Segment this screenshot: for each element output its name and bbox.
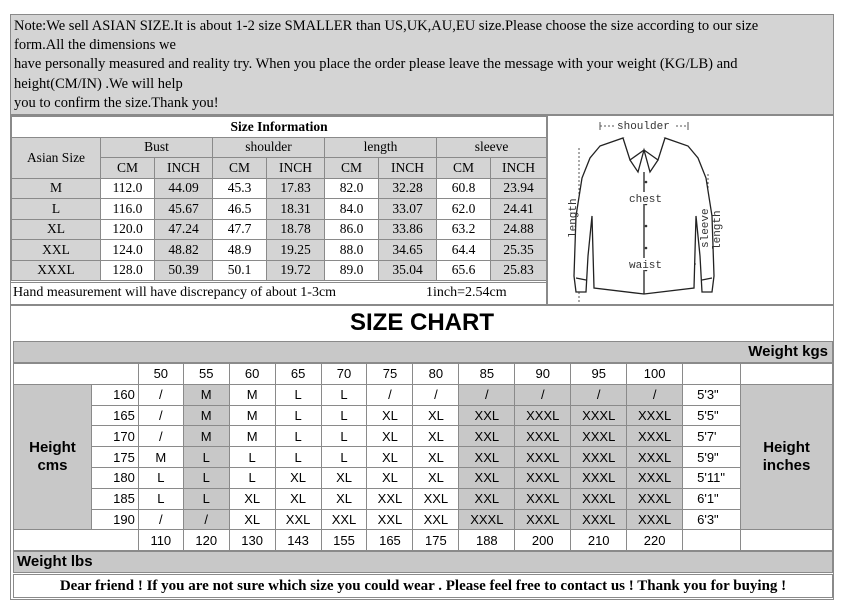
waist-label: waist [629,260,663,272]
size-cell: L [321,447,367,468]
measurement-cell: 23.94 [491,178,547,199]
lbs-cell: 188 [459,530,515,551]
size-cell: XL [367,426,413,447]
height-inch-cell: 5'9" [683,447,741,468]
kg-header: 60 [229,364,275,385]
measurement-cell: 47.24 [155,219,213,240]
note-line: Note:We sell ASIAN SIZE.It is about 1-2 size SMALLER than US,UK,AU,EU size.Please choose the size according to our size [14,18,759,34]
measurement-cell: 88.0 [325,240,379,261]
asian-size-header: Asian Size [12,137,101,178]
table-row [14,426,833,447]
measurement-cell: 50.39 [155,260,213,281]
measurement-cell: 63.2 [437,219,491,240]
size-cell: L [183,467,229,488]
size-cell: XXL [275,509,321,530]
size-cell: XXXL [515,467,571,488]
unit-header: INCH [267,158,325,179]
size-label: XXL [12,240,101,261]
height-inch-cell: 6'3" [683,509,741,530]
measurement-cell: 34.65 [379,240,437,261]
measurement-cell: 112.0 [101,178,155,199]
kg-header: 70 [321,364,367,385]
measurement-cell: 33.07 [379,199,437,220]
size-cell: XL [367,467,413,488]
size-cell: XXXL [627,467,683,488]
measurement-cell: 35.04 [379,260,437,281]
corner-cell [14,364,139,385]
size-cell: XXXL [571,405,627,426]
measurement-cell: 18.78 [267,219,325,240]
size-cell: XXXL [515,405,571,426]
size-cell: XXXL [571,447,627,468]
size-cell: XL [229,509,275,530]
group-header: Bust [101,137,213,158]
size-cell: L [229,467,275,488]
kg-header: 65 [275,364,321,385]
size-cell: L [321,384,367,405]
size-cell: XXL [459,447,515,468]
size-cell: XXXL [571,509,627,530]
size-cell: XXXL [515,426,571,447]
size-cell: XL [321,488,367,509]
kg-header: 85 [459,364,515,385]
size-cell: / [138,384,183,405]
size-information-table [11,116,547,281]
size-label: XL [12,219,101,240]
size-cell: L [275,405,321,426]
size-cell: XXL [459,467,515,488]
length-label: length [568,198,580,238]
height-cm-cell: 185 [91,488,138,509]
table-row [14,488,833,509]
kg-header: 75 [367,364,413,385]
contact-footer: Dear friend ! If you are not sure which size you could wear . Please feel free to contact us ! Thank you for buying ! [13,574,833,598]
size-cell: / [183,509,229,530]
measurement-cell: 48.82 [155,240,213,261]
size-cell: XL [229,488,275,509]
size-cell: / [138,426,183,447]
size-cell: XXL [459,426,515,447]
lbs-cell: 210 [571,530,627,551]
unit-header: CM [437,158,491,179]
size-cell: XXXL [571,467,627,488]
note-line: have personally measured and reality try. When you place the order please leave the message with your weight (KG/LB) and [14,56,738,73]
shirt-illustration [548,116,833,304]
unit-header: CM [101,158,155,179]
sleeve-label: sleeve [700,208,712,248]
size-cell: XL [275,488,321,509]
size-info-footnote [11,282,546,304]
size-cell: L [275,384,321,405]
size-cell: / [571,384,627,405]
size-cell: L [321,426,367,447]
size-cell: XXXL [515,447,571,468]
chest-label: chest [629,194,663,206]
size-cell: M [183,405,229,426]
table-row [12,219,547,240]
size-chart-table [13,363,833,551]
note-line: you to confirm the size.Thank you! [14,94,219,111]
table-row [12,178,547,199]
shirt-measurement-diagram [547,115,834,305]
measurement-cell: 124.0 [101,240,155,261]
lbs-cell: 165 [367,530,413,551]
lbs-cell: 120 [183,530,229,551]
unit-header: CM [213,158,267,179]
size-cell: XL [367,447,413,468]
size-cell: XXL [459,488,515,509]
measurement-cell: 120.0 [101,219,155,240]
size-cell: L [275,447,321,468]
note-line: form.All the dimensions we [14,37,176,54]
measurement-cell: 45.67 [155,199,213,220]
size-label: XXXL [12,260,101,281]
unit-header: INCH [491,158,547,179]
size-cell: / [459,384,515,405]
size-chart-title: SIZE CHART [350,309,494,336]
size-cell: XXXL [571,488,627,509]
height-inch-cell: 5'7' [683,426,741,447]
discrepancy-note: Hand measurement will have discrepancy of about 1-3cm [13,285,337,300]
kg-header: 50 [138,364,183,385]
measurement-cell: 47.7 [213,219,267,240]
size-cell: XXXL [627,426,683,447]
size-cell: XL [367,405,413,426]
note-line: height(CM/IN) .We will help [14,75,183,92]
measurement-cell: 44.09 [155,178,213,199]
size-cell: / [138,405,183,426]
lbs-cell: 155 [321,530,367,551]
size-cell: XXL [367,509,413,530]
size-cell: XL [413,467,459,488]
table-row [14,467,833,488]
height-inch-cell: 6'1" [683,488,741,509]
size-cell: M [138,447,183,468]
size-cell: L [183,447,229,468]
size-cell: XXXL [627,447,683,468]
size-cell: XL [413,447,459,468]
size-cell: M [229,405,275,426]
table-row [14,405,833,426]
size-cell: / [627,384,683,405]
measurement-cell: 32.28 [379,178,437,199]
measurement-cell: 33.86 [379,219,437,240]
size-cell: XL [321,467,367,488]
unit-header: INCH [155,158,213,179]
height-inch-cell: 5'5" [683,405,741,426]
measurement-cell: 46.5 [213,199,267,220]
measurement-cell: 18.31 [267,199,325,220]
lbs-cell: 175 [413,530,459,551]
table-row [14,447,833,468]
measurement-cell: 19.72 [267,260,325,281]
measurement-cell: 24.88 [491,219,547,240]
height-inches-line: inches [762,457,811,475]
size-cell: M [229,426,275,447]
lbs-cell: 130 [229,530,275,551]
group-header: length [325,137,437,158]
lbs-cell: 143 [275,530,321,551]
measurement-cell: 64.4 [437,240,491,261]
size-cell: XXL [459,405,515,426]
size-cell: XXL [413,509,459,530]
measurement-cell: 84.0 [325,199,379,220]
inch-corner-cell [683,530,741,551]
size-cell: / [138,509,183,530]
size-chart-panel [10,305,834,600]
lbs-cell: 110 [138,530,183,551]
size-cell: / [515,384,571,405]
group-header: sleeve [437,137,547,158]
size-cell: / [367,384,413,405]
measurement-cell: 24.41 [491,199,547,220]
height-cm-cell: 170 [91,426,138,447]
weight-lbs-header: Weight lbs [13,551,833,573]
measurement-cell: 25.35 [491,240,547,261]
size-cell: L [138,488,183,509]
measurement-cell: 48.9 [213,240,267,261]
kg-header: 95 [571,364,627,385]
size-cell: M [183,384,229,405]
measurement-cell: 45.3 [213,178,267,199]
shoulder-label: shoulder [617,121,670,133]
corner-cell [14,530,139,551]
right-corner-cell [741,530,833,551]
kg-header: 55 [183,364,229,385]
size-cell: L [321,405,367,426]
size-cell: XL [413,426,459,447]
size-cell: XXXL [571,426,627,447]
group-header: shoulder [213,137,325,158]
measurement-cell: 60.8 [437,178,491,199]
height-cm-cell: 175 [91,447,138,468]
lbs-cell: 200 [515,530,571,551]
kg-header: 90 [515,364,571,385]
size-info-title: Size Information [12,117,547,138]
unit-header: INCH [379,158,437,179]
size-cell: L [229,447,275,468]
size-cell: M [229,384,275,405]
height-cms-line: cms [37,457,68,475]
size-cell: L [275,426,321,447]
weight-kgs-header: Weight kgs [13,341,833,363]
table-row [12,240,547,261]
kg-header: 100 [627,364,683,385]
height-cms-line: Height [29,439,76,457]
lbs-cell: 220 [627,530,683,551]
height-cms-header [14,384,92,530]
height-inch-cell: 5'3" [683,384,741,405]
kg-header-row [14,364,833,385]
height-inches-line: Height [763,439,810,457]
size-cell: XXL [413,488,459,509]
size-cell: XXXL [459,509,515,530]
size-cell: / [413,384,459,405]
size-cell: XL [275,467,321,488]
size-cell: XXXL [627,405,683,426]
measurement-cell: 17.83 [267,178,325,199]
measurement-cell: 89.0 [325,260,379,281]
height-cm-cell: 165 [91,405,138,426]
kg-header: 80 [413,364,459,385]
measurement-cell: 50.1 [213,260,267,281]
height-cm-cell: 180 [91,467,138,488]
lbs-row [14,530,833,551]
size-label: L [12,199,101,220]
size-cell: M [183,426,229,447]
measurement-cell: 65.6 [437,260,491,281]
measurement-cell: 19.25 [267,240,325,261]
size-cell: XXXL [515,509,571,530]
height-cm-cell: 160 [91,384,138,405]
measurement-cell: 62.0 [437,199,491,220]
inch-conversion-note: 1inch=2.54cm [426,285,507,300]
measurement-cell: 116.0 [101,199,155,220]
height-inch-cell: 5'11" [683,467,741,488]
table-row [12,260,547,281]
height-inches-header [741,384,833,530]
measurement-cell: 25.83 [491,260,547,281]
table-row [12,199,547,220]
table-row [14,509,833,530]
measurement-cell: 82.0 [325,178,379,199]
inch-corner-cell [683,364,741,385]
size-cell: L [183,488,229,509]
sleeve-length-label: length [712,210,724,250]
unit-header: CM [325,158,379,179]
size-cell: L [138,467,183,488]
size-cell: XXXL [627,509,683,530]
size-label: M [12,178,101,199]
height-cm-cell: 190 [91,509,138,530]
size-cell: XXL [321,509,367,530]
size-cell: XXXL [627,488,683,509]
measurement-cell: 86.0 [325,219,379,240]
measurement-cell: 128.0 [101,260,155,281]
size-information-panel [10,115,547,305]
size-cell: XXL [367,488,413,509]
size-note [10,14,834,115]
size-cell: XXXL [515,488,571,509]
table-row [14,384,833,405]
right-corner-cell [741,364,833,385]
size-cell: XL [413,405,459,426]
